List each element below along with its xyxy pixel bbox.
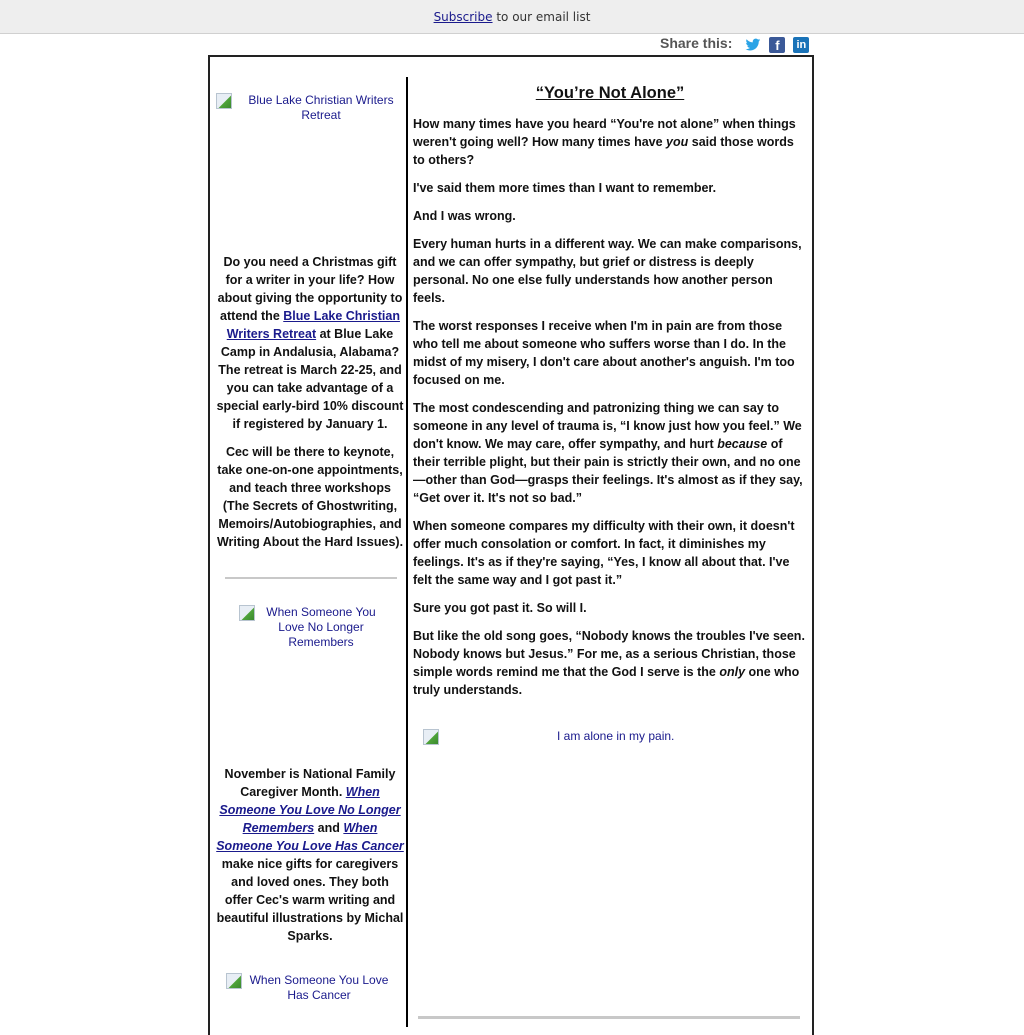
facebook-icon[interactable]: f [769, 37, 785, 53]
share-label: Share this: [660, 35, 733, 51]
article-paragraph [413, 399, 807, 507]
p9-text-a: But like the old song goes, “Nobody knows the troubles I've seen. Nobody knows but Jesus.” For me, as a serious Christian, those simple words remind me that the God I serve is the [413, 629, 805, 679]
column-divider [406, 77, 408, 1027]
retreat-image[interactable] [216, 93, 404, 253]
p1-emphasis: you [666, 135, 689, 149]
p6-text-b: of their terrible plight, but their pain is strictly their own, and no one—other than God—grasps their feelings. It's almost as if they say, “Get over it. It's not so bad.” [413, 437, 803, 505]
article-paragraph: And I was wrong. [413, 209, 516, 223]
linkedin-icon[interactable]: in [793, 37, 809, 53]
subscribe-suffix: to our email list [492, 10, 591, 24]
article-paragraph: Sure you got past it. So will I. [413, 601, 587, 615]
sidebar-divider [225, 577, 397, 579]
caregiver-text-3: make nice gifts for caregivers and loved ones. They both offer Cec's warm writing and beautiful illustrations by Michal Sparks. [216, 857, 404, 943]
article [413, 83, 807, 745]
caregiver-promo [216, 765, 404, 945]
cec-workshops: Cec will be there to keynote, take one-on-one appointments, and teach three workshops (The Secrets of Ghostwriting, Memoirs/Autobiographies, and Writing About the Hard Issues). [216, 445, 404, 549]
article-paragraph [413, 627, 807, 699]
p9-emphasis: only [719, 665, 746, 679]
p1-text-a: How many times have you heard “You're not alone” when things weren't going well? How many times have [413, 117, 796, 149]
article-image [413, 729, 807, 745]
article-image-alt: I am alone in my pain. [557, 729, 675, 743]
retreat-text-2: at Blue Lake Camp in Andalusia, Alabama? The retreat is March 22-25, and you can take advantage of a special early-bird 10% discount if registered by January 1. [216, 327, 404, 431]
twitter-icon[interactable] [745, 37, 761, 53]
p1-text-b: said those words to others? [413, 135, 794, 167]
retreat-link[interactable]: Blue Lake Christian Writers Retreat [226, 309, 400, 341]
p6-text-a: The most condescending and patronizing thing we can say to someone in any level of trauma is, “I know just how you feel.” We don't know. We may care, offer sympathy, and hurt [413, 401, 802, 451]
broken-image-icon [239, 605, 255, 621]
article-paragraph: Every human hurts in a different way. We can make comparisons, and we can offer sympathy, but grief or distress is deeply personal. No one else fully understands how another person feels. [413, 237, 802, 305]
subscribe-bar [0, 0, 1024, 34]
p6-emphasis: because [717, 437, 768, 451]
subscribe-link[interactable]: Subscribe [433, 10, 493, 24]
retreat-text-1: Do you need a Christmas gift for a writer in your life? How about giving the opportunity to attend the [217, 255, 403, 323]
book1-link[interactable]: When Someone You Love No Longer Remembers [219, 785, 401, 835]
p9-text-b: one who truly understands. [413, 665, 800, 697]
book2-link[interactable]: When Someone You Love Has Cancer [216, 821, 404, 853]
article-paragraph: I've said them more times than I want to remember. [413, 181, 717, 195]
article-paragraph [413, 115, 807, 169]
share-bar [660, 34, 817, 56]
sidebar [216, 77, 404, 1003]
book1-image[interactable] [216, 605, 404, 765]
article-paragraph: When someone compares my difficulty with their own, it doesn't offer much consolation or comfort. In fact, it diminishes my feelings. It's as if they're saying, “Yes, I know all about that. I've felt the same way and I got past it.” [413, 519, 795, 587]
book2-image[interactable] [216, 973, 404, 1003]
broken-image-icon [423, 729, 439, 745]
broken-image-icon [226, 973, 242, 989]
retreat-image-alt: Blue Lake Christian Writers Retreat [248, 93, 394, 122]
retreat-promo [216, 253, 404, 433]
broken-image-icon [216, 93, 232, 109]
caregiver-text-1: November is National Family Caregiver Month. [224, 767, 396, 799]
article-paragraph: The worst responses I receive when I'm in pain are from those who tell me about someone who suffers worse than I do. In the midst of my misery, I don't care about another's anguish. I'm too focused on me. [413, 319, 795, 387]
book2-image-alt: When Someone You Love Has Cancer [249, 973, 389, 1002]
book1-image-alt: When Someone You Love No Longer Remembers [266, 605, 376, 649]
caregiver-text-2: and [314, 821, 344, 835]
article-divider [418, 1016, 800, 1019]
article-title: “You’re Not Alone” [535, 84, 685, 102]
